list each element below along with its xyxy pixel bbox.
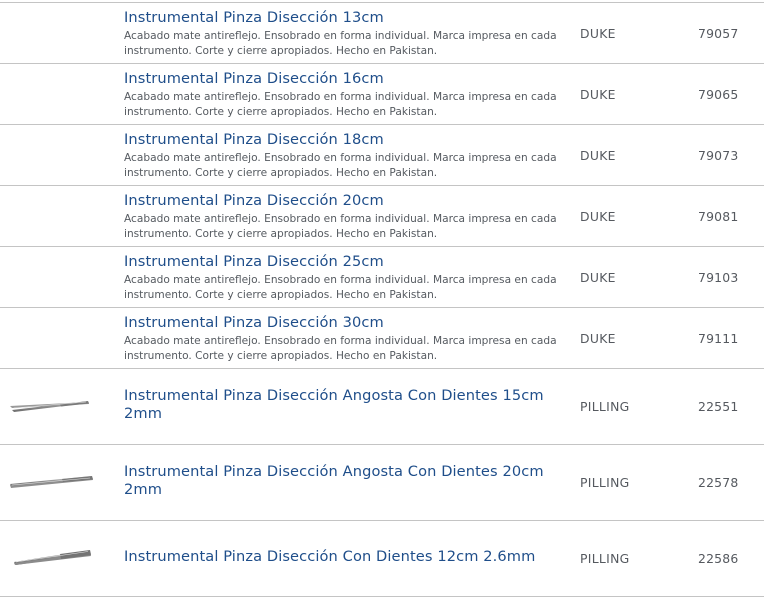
product-brand: PILLING: [580, 475, 630, 490]
product-info: [124, 9, 564, 59]
product-info: [124, 70, 564, 120]
product-thumbnail[interactable]: [0, 467, 112, 497]
product-brand: DUKE: [580, 26, 616, 41]
forceps-icon: [0, 389, 104, 419]
product-info: [124, 548, 564, 566]
product-brand: DUKE: [580, 270, 616, 285]
product-brand: DUKE: [580, 87, 616, 102]
product-code: 79065: [698, 87, 739, 102]
product-description: Acabado mate antireflejo. Ensobrado en forma individual. Marca impresa en cada instrumento. Corte y cierre apropiados. Hecho en Pakistan.: [124, 152, 557, 179]
product-title-link[interactable]: Instrumental Pinza Disección 20cm: [124, 192, 384, 209]
product-title-link[interactable]: Instrumental Pinza Disección Angosta Con Dientes 20cm 2mm: [124, 463, 544, 498]
product-code: 79073: [698, 148, 739, 163]
product-info: [124, 253, 564, 303]
product-brand: PILLING: [580, 551, 630, 566]
product-row: [0, 247, 764, 308]
product-row: [0, 521, 764, 597]
product-code: 79081: [698, 209, 739, 224]
product-description: Acabado mate antireflejo. Ensobrado en forma individual. Marca impresa en cada instrumento. Corte y cierre apropiados. Hecho en Pakistan.: [124, 91, 557, 118]
product-brand: DUKE: [580, 148, 616, 163]
product-info: [124, 192, 564, 242]
product-description: Acabado mate antireflejo. Ensobrado en forma individual. Marca impresa en cada instrumento. Corte y cierre apropiados. Hecho en Pakistan.: [124, 30, 557, 57]
product-row: [0, 125, 764, 186]
product-row: [0, 3, 764, 64]
product-thumbnail[interactable]: [0, 389, 112, 419]
product-info: [124, 387, 564, 423]
product-brand: PILLING: [580, 399, 630, 414]
product-description: Acabado mate antireflejo. Ensobrado en forma individual. Marca impresa en cada instrumento. Corte y cierre apropiados. Hecho en Pakistan.: [124, 335, 557, 362]
product-row: [0, 64, 764, 125]
product-title-link[interactable]: Instrumental Pinza Disección 16cm: [124, 70, 384, 87]
product-description: Acabado mate antireflejo. Ensobrado en forma individual. Marca impresa en cada instrumento. Corte y cierre apropiados. Hecho en Pakistan.: [124, 213, 557, 240]
product-row: [0, 369, 764, 445]
product-code: 22586: [698, 551, 739, 566]
product-row: [0, 186, 764, 247]
product-title-link[interactable]: Instrumental Pinza Disección 30cm: [124, 314, 384, 331]
product-info: [124, 314, 564, 364]
product-row: [0, 308, 764, 369]
product-code: 79111: [698, 331, 739, 346]
product-title-link[interactable]: Instrumental Pinza Disección Angosta Con Dientes 15cm 2mm: [124, 387, 544, 422]
product-title-link[interactable]: Instrumental Pinza Disección 13cm: [124, 9, 384, 26]
product-info: [124, 463, 564, 499]
product-title-link[interactable]: Instrumental Pinza Disección 25cm: [124, 253, 384, 270]
product-row: [0, 445, 764, 521]
product-code: 22578: [698, 475, 739, 490]
forceps-icon: [0, 541, 104, 571]
product-thumbnail[interactable]: [0, 541, 112, 571]
product-info: [124, 131, 564, 181]
product-description: Acabado mate antireflejo. Ensobrado en forma individual. Marca impresa en cada instrumento. Corte y cierre apropiados. Hecho en Pakistan.: [124, 274, 557, 301]
product-code: 22551: [698, 399, 739, 414]
product-code: 79057: [698, 26, 739, 41]
product-title-link[interactable]: Instrumental Pinza Disección 18cm: [124, 131, 384, 148]
product-code: 79103: [698, 270, 739, 285]
forceps-icon: [0, 467, 104, 497]
product-title-link[interactable]: Instrumental Pinza Disección Con Dientes 12cm 2.6mm: [124, 548, 536, 565]
product-brand: DUKE: [580, 209, 616, 224]
product-brand: DUKE: [580, 331, 616, 346]
